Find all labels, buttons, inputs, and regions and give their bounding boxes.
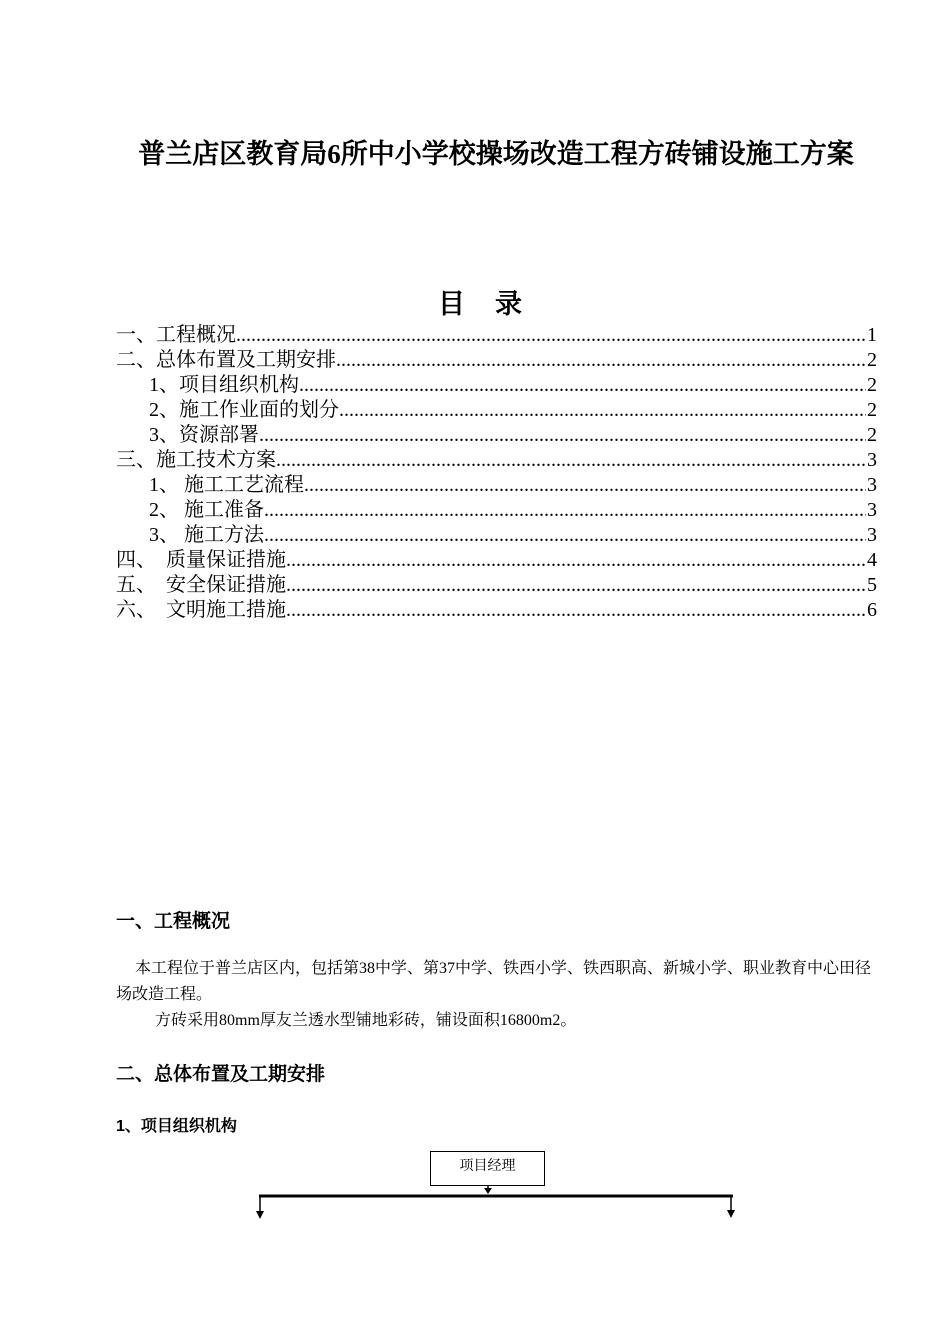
toc-entry-page: 3 (867, 449, 877, 471)
toc-entry-label: 1、 施工工艺流程 (149, 474, 304, 496)
material-paragraph: 方砖采用80mm厚友兰透水型铺地彩砖，铺设面积16800m2。 (155, 1012, 577, 1029)
org-chart-root-box: 项目经理 (430, 1151, 545, 1186)
toc-entry-page: 2 (867, 424, 877, 446)
toc-entry-label: 二、总体布置及工期安排 (116, 349, 336, 371)
arrow-down-icon (256, 1211, 264, 1219)
arrow-down-icon (727, 1210, 735, 1218)
toc-entry-label: 一、工程概况 (116, 324, 236, 346)
toc-entry-label: 2、施工作业面的划分 (149, 399, 339, 421)
toc-entry-page: 1 (867, 324, 877, 346)
toc-entry-page: 2 (867, 399, 877, 421)
toc-entry-label: 1、项目组织机构 (149, 374, 299, 396)
overview-paragraph: 本工程位于普兰店区内，包括第38中学、第37中学、铁西小学、铁西职高、新城小学、职业教育中心田径场改造工程。 (116, 960, 872, 1003)
toc-entry-label: 3、资源部署 (149, 424, 259, 446)
toc-entry-label: 四、 质量保证措施 (116, 549, 286, 571)
toc-entry-label: 3、 施工方法 (149, 524, 264, 546)
toc-entry-label: 五、 安全保证措施 (116, 574, 286, 596)
toc-heading: 目录 (438, 289, 552, 319)
arrow-down-icon (484, 1188, 492, 1194)
section-heading-overview: 一、工程概况 (116, 911, 231, 932)
toc-entry-label: 2、 施工准备 (149, 499, 264, 521)
toc-entry-page: 2 (867, 374, 877, 396)
toc-entry-page: 6 (867, 599, 877, 621)
document-title: 普兰店区教育局6所中小学校操场改造工程方砖铺设施工方案 (138, 139, 854, 169)
section-heading-layout: 二、总体布置及工期安排 (116, 1064, 326, 1085)
toc-entry-label: 三、施工技术方案 (116, 449, 276, 471)
toc-entry-page: 3 (867, 474, 877, 496)
toc-entry-page: 5 (867, 574, 877, 596)
toc-entry-page: 3 (867, 499, 877, 521)
toc-entry-page: 2 (867, 349, 877, 371)
toc-entry-label: 六、 文明施工措施 (116, 599, 286, 621)
toc-entry-page: 3 (867, 524, 877, 546)
subsection-heading-organization: 1、项目组织机构 (116, 1118, 237, 1135)
toc-entry-page: 4 (867, 549, 877, 571)
